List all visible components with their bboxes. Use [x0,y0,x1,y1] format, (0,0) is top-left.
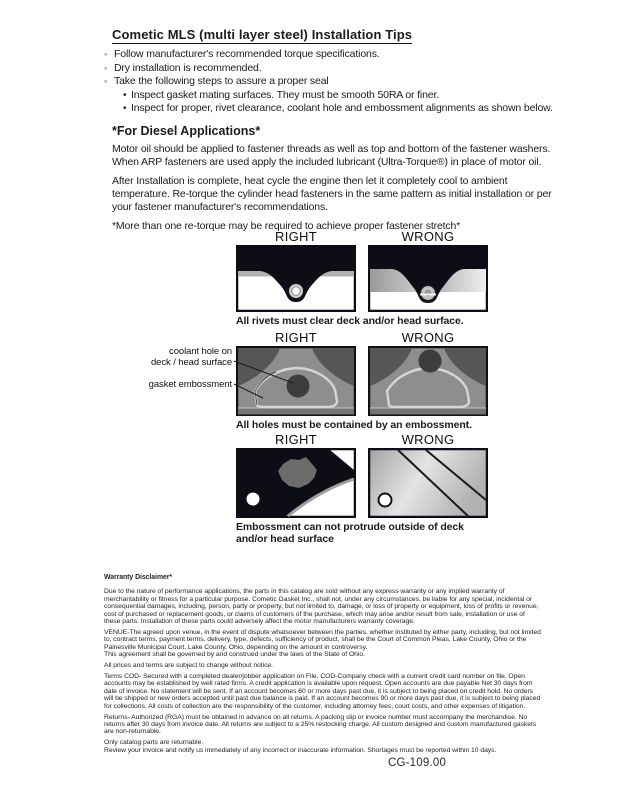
holes-caption: All holes must be contained by an embossment. [236,419,472,431]
right-label: RIGHT [275,432,317,447]
tip-bullet: ◦ Follow manufacturer's recommended torque specifications. [104,48,556,62]
embossment-protrusion-diagram [236,432,488,545]
warranty-paragraph: This agreement shall be governed by and construed under the laws of the State of Ohio. [104,651,365,659]
coolant-hole-label: coolant hole on deck / head surface [150,346,232,368]
installation-tips-section [104,27,556,233]
embossment-caption: Embossment can not protrude outside of deck and/or head surface [236,521,464,545]
warranty-paragraph: Review your invoice and notify us immediately of any incorrect or inaccurate information. Shortages must be reported within 10 days. [104,746,497,754]
bolt-hole-icon [247,493,260,506]
gasket-embossment-label: gasket embossment [148,379,232,390]
rivet-caption: All rivets must clear deck and/or head surface. [236,315,464,327]
wrong-label: WRONG [401,330,455,345]
warranty-paragraph: All prices and terms are subject to change without notice. [104,662,274,670]
rivet-right-panel [236,245,356,312]
tip-sub-bullet: • Inspect for proper, rivet clearance, coolant hole and embossment alignments as shown below. [104,102,556,116]
coolant-hole-icon [419,350,442,373]
rivet-clearance-diagram [236,229,488,327]
embossment-wrong-panel [368,448,488,518]
retorque-note: *More than one re-torque may be required to achieve proper fastener stretch* [112,219,461,232]
pointer-lines [150,340,310,410]
rivet-wrong-panel [368,245,488,312]
warranty-paragraph: VENUE-The agreed upon venue, in the event of dispute whatsoever between the parties, whether instituted by either party, including, but not limited to, contract terms, payment terms, delivery, type, defects, sufficiency of product, shall be the Court of Common Pleas, Lake County, Ohio or the Painesville Municipal Court, Lake County, Ohio, depending on the amount in controversy. [104,628,541,651]
warranty-disclaimer-section [104,574,542,754]
catalog-code: CG-109.00 [388,757,447,769]
wrong-label: WRONG [401,229,455,244]
tip-bullet: ◦ Dry installation is recommended. [104,62,556,76]
warranty-heading: Warranty Disclaimer* [104,574,173,581]
bolt-hole-icon [379,494,392,507]
warranty-paragraph: Due to the nature of performance applications, the parts in this catalog are sold without any express warranty or any implied warranty of merchantability or fitness for a particular purpose. Cometic Gasket Inc., shall not, under any circumstances, be liable for any special, incidental or consequential damages, including, person, party or property, but not limited to, damage, or loss of property or equipment, loss of profits or revenue, cost of purchased or replacement goods, or claims of customers of the purchase, which may arise and/or result from sale, installation or use of these parts. Installation of these parts could adversely affect the motor manufacturers warranty coverage. [104,588,539,626]
tip-bullet: ◦ Take the following steps to assure a proper seal [104,75,556,89]
coolant-wrong-panel [368,346,488,416]
wrong-label: WRONG [401,432,455,447]
right-label: RIGHT [275,330,317,345]
diesel-applications-heading: *For Diesel Applications* [112,123,261,138]
right-label: RIGHT [275,229,317,244]
tip-sub-bullet: • Inspect gasket mating surfaces. They must be smooth 50RA or finer. [104,89,556,103]
diesel-paragraph: Motor oil should be applied to fastener threads as well as top and bottom of the fastener washers. When ARP fasteners are used apply the included lubricant (Ultra-Torque®) in place of motor oil. [112,142,551,168]
warranty-paragraph: Returns- Authorized (RGA) must be obtained in advance on all returns. A packing slip or invoice number must accompany the merchandise. No returns after 30 days from invoice date. All returns are subject to a 25% restocking charge. All custom designed and custom manufactured gaskets are non-returnable. [104,713,537,736]
diesel-paragraph: After Installation is complete, heat cycle the engine then let it completely cool to ambient temperature. Re-torque the cylinder head fasteners in the same pattern as initial installation or per your fastener manufacturer's recommendations. [112,174,552,213]
embossment-right-panel [236,448,356,518]
tips-list [104,48,556,116]
warranty-paragraph: Terms COD- Secured with a completed dealer/jobber application on File, COD-Company check with a current credit card number on file. Open accounts may be established by well rated firms. A credit application is available upon request. Open accounts are due payable Net 30 days from date of invoice. No statement will be sent. If an account becomes 60 or more days past due, it is subject to being placed on credit hold. No orders will be shipped or new orders accepted until past due balance is paid. If an account becomes 90 or more days past due, it is subject to being placed for collections. All costs of collection are the responsibility of the customer, including attorney fees, court costs, and other expenses of litigation. [104,672,541,710]
warranty-paragraph: Only catalog parts are returnable. [104,739,204,747]
page-title: Cometic MLS (multi layer steel) Installation Tips [112,27,413,42]
